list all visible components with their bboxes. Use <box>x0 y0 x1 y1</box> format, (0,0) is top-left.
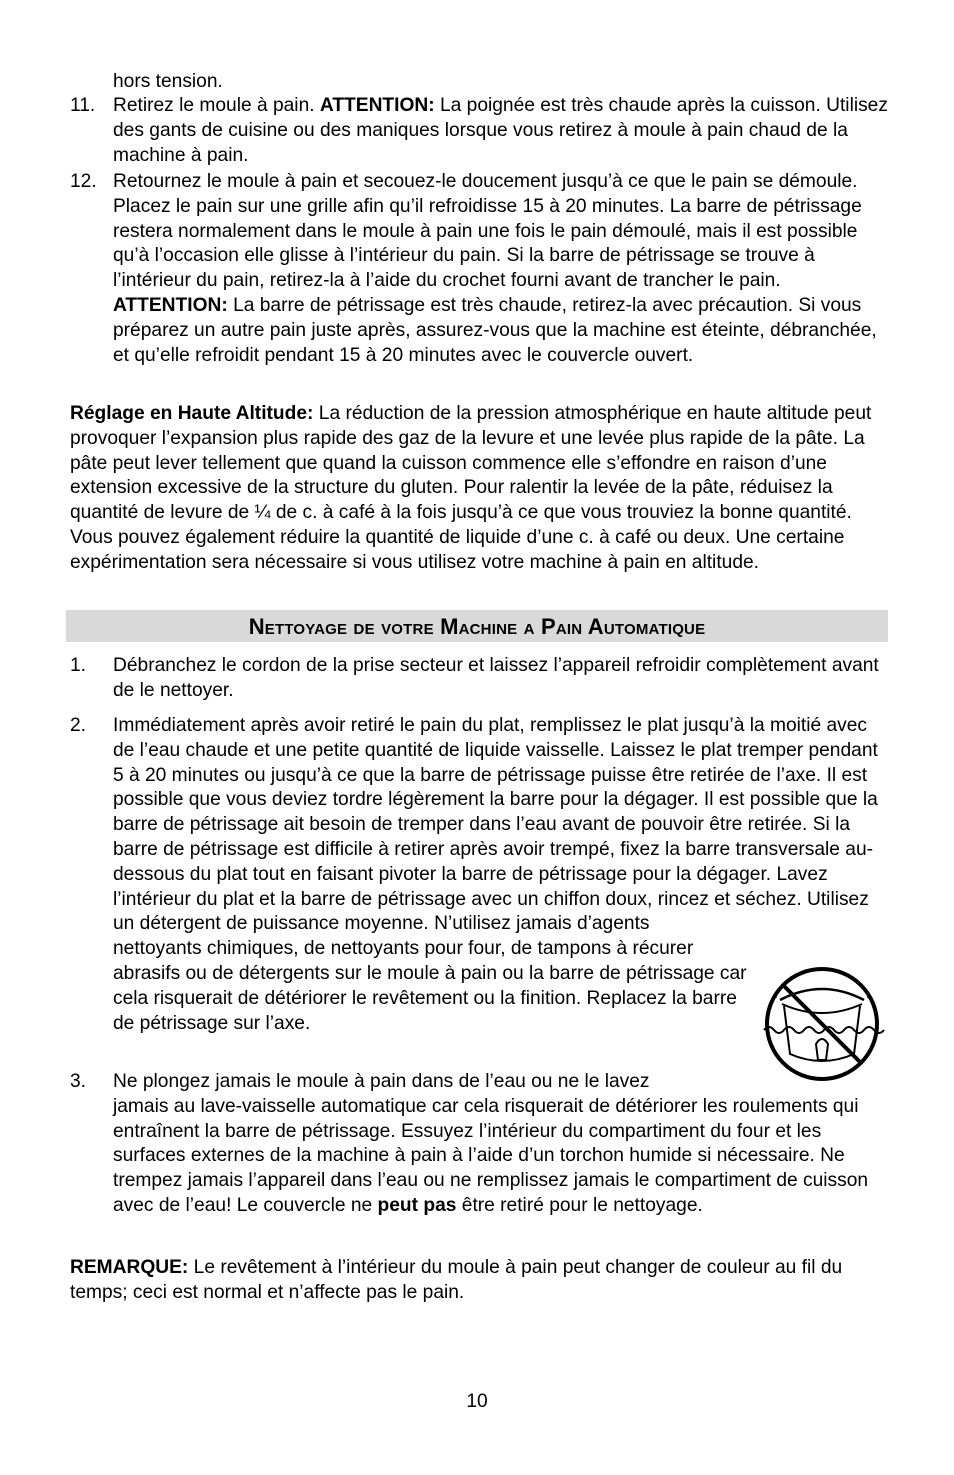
altitude-paragraph: Réglage en Haute Altitude: La réduction de la pression atmosphérique en haute altitude peut provoquer l’expansion plus rapide des gaz de la levure et une levée plus rapide de la pâte. La pâte peut lever tellement que quand la cuisson commence elle s’effondre en raison d’une extension excessive de la structure du gluten. Pour ralentir la levée de la pâte, réduisez la quantité de levure de ¼ de c. à café à la fois jusqu’à ce que vous trouviez la bonne quantité. Vous pouvez également réduire la quantité de liquide d’une c. à café ou deux. Une certaine expérimentation sera nécessaire si vous utilisez votre machine à pain en altitude. <box>70 403 872 573</box>
page-number: 10 <box>466 1391 488 1412</box>
no-immersion-icon <box>758 964 886 1084</box>
note-paragraph: REMARQUE: Le revêtement à l’intérieur du moule à pain peut changer de couleur au fil du temps; ceci est normal et n’affecte pas le pain. <box>70 1257 843 1303</box>
section-heading: Nettoyage de votre Machine a Pain Automatique <box>66 610 888 642</box>
list-number: 11. <box>70 95 96 116</box>
list-text: Ne plongez jamais le moule à pain dans de l’eau ou ne le lavez jamais au lave-vaisselle automatique car cela risquerait de détériorer les roulements qui entraînent la barre de pétrissage. Essuyez l’intérieur du compartiment du four et les surfaces externes de la machine à pain à l’aide d’un torchon humide si nécessaire. Ne trempez jamais l’appareil dans l’eau ou ne remplissez jamais le compartiment de cuisson avec de l’eau! Le couvercle ne peut pas être retiré pour le nettoyage. <box>113 1071 869 1216</box>
list-item <box>70 94 890 168</box>
list-text: Immédiatement après avoir retiré le pain du plat, remplissez le plat jusqu’à la moitié avec de l’eau chaude et une petite quantité de liquide vaisselle. Laissez le plat tremper pendant 5 à 20 minutes ou jusqu’à ce que la barre de pétrissage puisse être retirée de l’axe. Il est possible que vous deviez tordre légèrement la barre pour la dégager. Il est possible que la barre de pétrissage ait besoin de tremper dans l’eau avant de pouvoir être retirée. Si la barre de pétrissage est difficile à retirer après avoir trempé, fixez la barre transversale au-dessous du plat tout en faisant pivoter la barre de pétrissage pour la dégager. Lavez l’intérieur du plat et la barre de pétrissage avec un chiffon doux, rincez et séchez. Utilisez un détergent de puissance moyenne. N’utilisez jamais d’agents nettoyants chimiques, de nettoyants pour four, de tampons à récurer abrasifs ou de détergents sur le moule à pain ou la barre de pétrissage car cela risquerait de détériorer le revêtement ou la finition. Replacez la barre de pétrissage sur l’axe. <box>113 715 878 1034</box>
list-text: Retournez le moule à pain et secouez-le doucement jusqu’à ce que le pain se démoule. Placez le pain sur une grille afin qu’il refroidisse 15 à 20 minutes. La barre de pétrissage restera normalement dans le moule à pain une fois le pain démoulé, mais il est possible qu’à l’occasion elle glisse à l’intérieur du pain. Si la barre de pétrissage se trouve à l’intérieur du pain, retirez-la à l’aide du crochet fourni avant de trancher le pain. ATTENTION: La barre de pétrissage est très chaude, retirez-la avec précaution. Si vous préparez un autre pain juste après, assurez-vous que la machine est éteinte, débranchée, et qu’elle refroidit pendant 15 à 20 minutes avec le couvercle ouvert. <box>113 171 877 366</box>
list-text: Débranchez le cordon de la prise secteur et laissez l’appareil refroidir complètement avant de le nettoyer. <box>113 655 879 701</box>
continuation-text: hors tension. <box>113 71 223 92</box>
list-text: Retirez le moule à pain. ATTENTION: La poignée est très chaude après la cuisson. Utilisez des gants de cuisine ou des maniques lorsque vous retirez à moule à pain chaud de la machine à pain. <box>113 95 888 166</box>
list-number: 1. <box>70 655 87 676</box>
list-number: 3. <box>70 1071 87 1092</box>
list-number: 12. <box>70 171 97 192</box>
list-item <box>70 170 890 368</box>
list-item <box>70 654 890 704</box>
list-item <box>70 1070 890 1219</box>
list-number: 2. <box>70 715 87 736</box>
